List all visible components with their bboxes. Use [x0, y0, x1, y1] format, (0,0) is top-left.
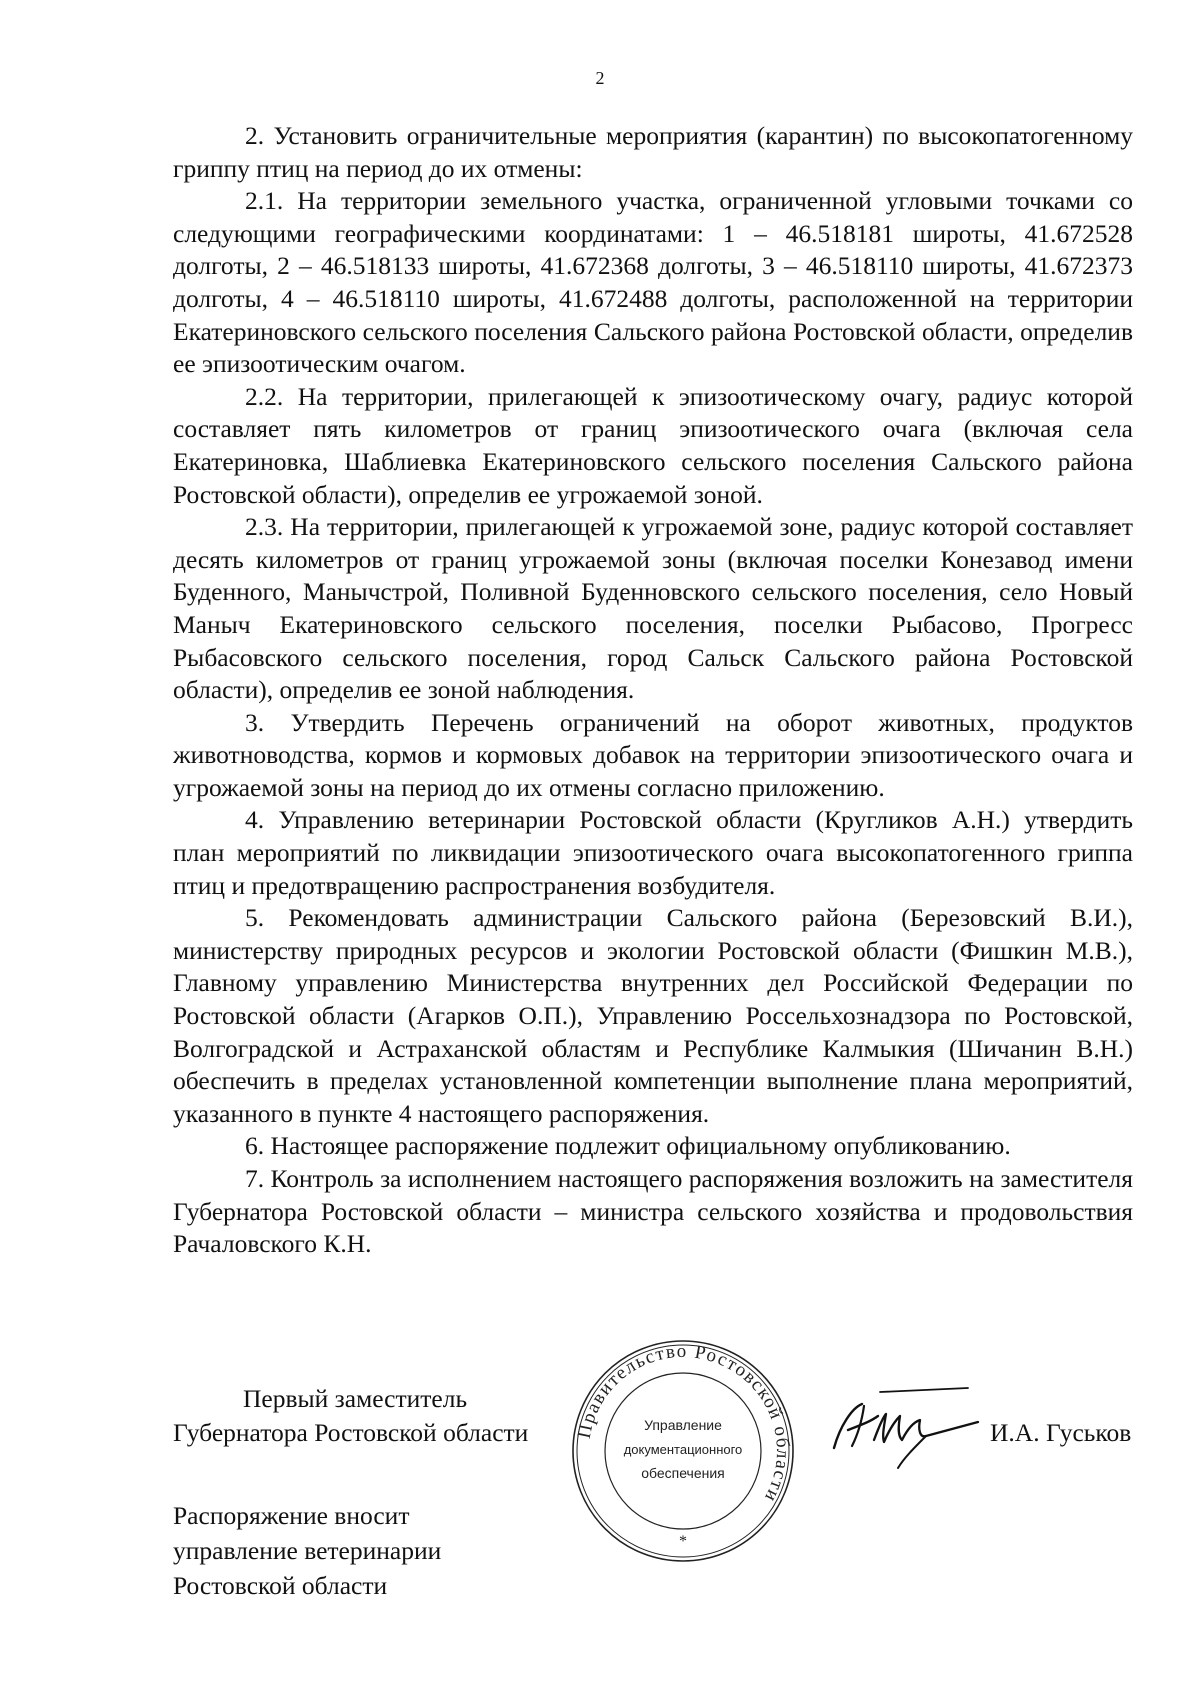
paragraph-5: 5. Рекомендовать администрации Сальского района (Березовский В.И.), министерству природных ресурсов и экологии Ростовской области (Фишкин М.В.), Главному управлению Министерства внутренних дел Российской Федерации по Ростовской области (Агарков О.П.), Управлению Россельхознадзора по Ростовской, Волгоградской и Астраханской областям и Республике Калмыкия (Шичанин В.Н.) обеспечить в пределах установленной компетенции выполнение плана мероприятий, указанного в пункте 4 настоящего распоряжения.: [173, 903, 1133, 1128]
handwritten-signature: [818, 1386, 988, 1486]
document-body: [173, 120, 1133, 1261]
paragraph-2-2: 2.2. На территории, прилегающей к эпизоотическому очагу, радиус которой составляет пять километров от границ эпизоотического очага (включая села Екатериновка, Шаблиевка Екатериновского сельского поселения Сальского района Ростовской области), определив ее угрожаемой зоной.: [173, 381, 1133, 509]
seal-inner-line3: обеспечения: [641, 1465, 725, 1481]
seal-inner-line2: документационного: [623, 1442, 743, 1457]
paragraph-7: 7. Контроль за исполнением настоящего распоряжения возложить на заместителя Губернатора Ростовской области – министра сельского хозяйства и продовольствия Рачаловского К.Н.: [173, 1164, 1133, 1259]
signer-title-line2: Губернатора Ростовской области: [173, 1418, 529, 1447]
signer-title: [173, 1382, 528, 1450]
paragraph-2-1: 2.1. На территории земельного участка, ограниченной угловыми точками со следующими географическими координатами: 1 – 46.518181 широты, 41.672528 долготы, 2 – 46.518133 широты, 41.672368 долготы, 3 – 46.518110 широты, 41.672373 долготы, 4 – 46.518110 широты, 41.672488 долготы, расположенной на территории Екатериновского сельского поселения Сальского района Ростовской области, определив ее эпизоотическим очагом.: [173, 186, 1133, 379]
paragraph-6: 6. Настоящее распоряжение подлежит официальному опубликованию.: [245, 1131, 1011, 1161]
paragraph-2: 2. Установить ограничительные мероприятия (карантин) по высокопатогенному гриппу птиц на период до их отмены:: [173, 121, 1133, 183]
signer-title-line1: Первый заместитель: [243, 1384, 468, 1413]
seal-outer-text: Правительство Ростовской области: [573, 1340, 794, 1507]
submitted-by-note: [173, 1498, 441, 1603]
seal-inner-line1: Управление: [644, 1417, 722, 1433]
submitted-by-line1: Распоряжение вносит: [173, 1501, 410, 1530]
page-number: 2: [595, 68, 605, 88]
seal-star-icon: *: [679, 1533, 687, 1550]
official-seal: [570, 1338, 796, 1564]
submitted-by-line2: управление ветеринарии: [173, 1536, 442, 1565]
paragraph-3: 3. Утвердить Перечень ограничений на оборот животных, продуктов животноводства, кормов и кормовых добавок на территории эпизоотического очага и угрожаемой зоны на период до их отмены согласно приложению.: [173, 707, 1133, 802]
signer-name: И.А. Гуськов: [990, 1418, 1132, 1447]
paragraph-4: 4. Управлению ветеринарии Ростовской области (Кругликов А.Н.) утвердить план мероприятий по ликвидации эпизоотического очага высокопатогенного гриппа птиц и предотвращению распространения возбудителя.: [173, 805, 1133, 900]
paragraph-2-3: 2.3. На территории, прилегающей к угрожаемой зоне, радиус которой составляет десять километров от границ угрожаемой зоны (включая поселки Конезавод имени Буденного, Манычстрой, Поливной Буденновского сельского поселения, село Новый Маныч Екатериновского сельского поселения, поселки Рыбасово, Прогресс Рыбасовского сельского поселения, город Сальск Сальского района Ростовской области), определив ее зоной наблюдения.: [173, 512, 1133, 705]
submitted-by-line3: Ростовской области: [173, 1571, 388, 1600]
